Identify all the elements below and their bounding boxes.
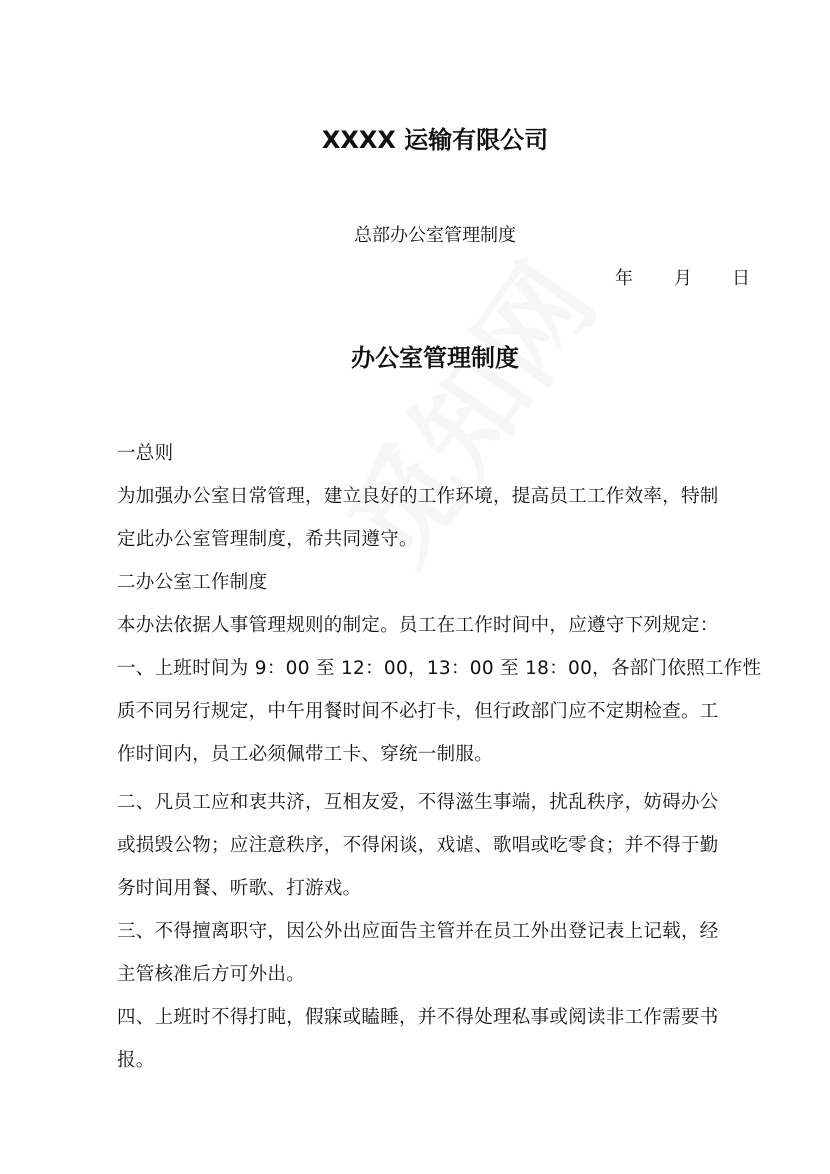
document-title: 办公室管理制度 [351,344,519,372]
body-line: 为加强办公室日常管理，建立良好的工作环境，提高员工工作效率，特制 [117,486,719,507]
date-month: 月 [674,268,692,289]
body-line: 主管核准后方可外出。 [117,964,306,985]
body-line: 一、上班时间为 9：00 至 12：00，13：00 至 18：00，各部门依照工作性 [117,658,762,679]
body-line: 或损毁公物；应注意秩序，不得闲谈，戏谑、歌唱或吃零食；并不得于勤 [117,835,719,856]
body-line: 定此办公室管理制度，希共同遵守。 [117,529,418,550]
body-line: 本办法依据人事管理规则的制定。员工在工作时间中，应遵守下列规定： [117,615,719,636]
company-title: XXXX 运输有限公司 [321,126,549,154]
body-line: 二、凡员工应和衷共济，互相友爱，不得滋生事端，扰乱秩序，妨碍办公 [117,792,719,813]
body-line: 务时间用餐、听歌、打游戏。 [117,878,362,899]
body-line: 一总则 [117,443,174,464]
body-line: 三、不得擅离职守，因公外出应面告主管并在员工外出登记表上记载，经 [117,921,719,942]
date-year: 年 [615,268,633,289]
subtitle: 总部办公室管理制度 [354,225,516,246]
body-line: 质不同另行规定，中午用餐时间不必打卡，但行政部门应不定期检查。工 [117,701,719,722]
date-day: 日 [732,268,750,289]
body-line: 报。 [117,1050,155,1071]
body-line: 二办公室工作制度 [117,572,268,593]
body-line: 四、上班时不得打盹，假寐或瞌睡，并不得处理私事或阅读非工作需要书 [117,1007,719,1028]
body-line: 作时间内，员工必须佩带工卡、穿统一制服。 [117,744,494,765]
